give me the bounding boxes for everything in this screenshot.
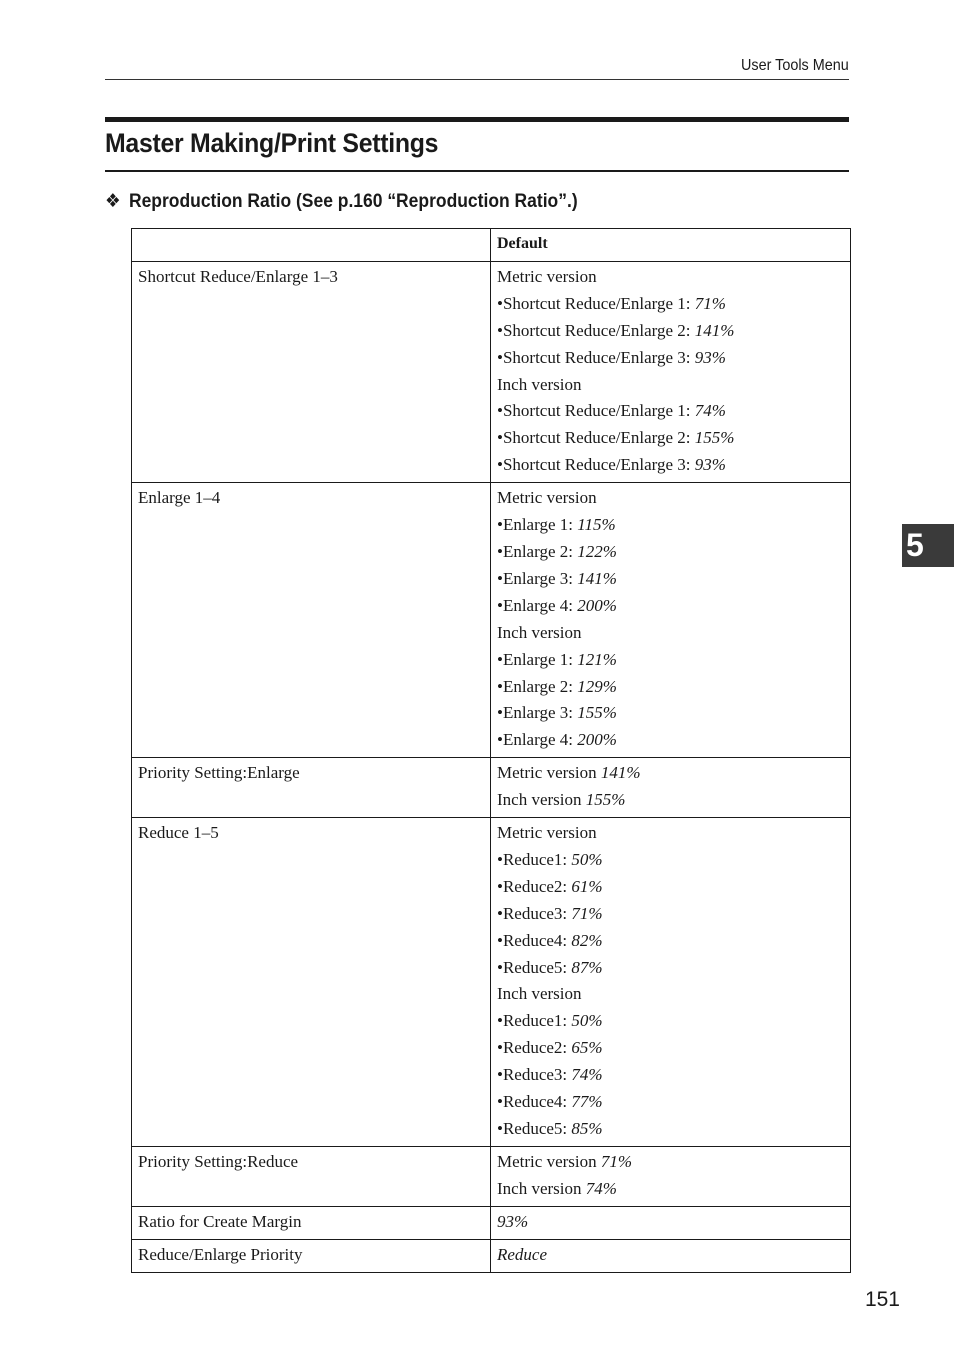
section-heading: [105, 190, 578, 213]
default-line-value: 74%: [571, 1065, 603, 1085]
default-line: [497, 787, 844, 814]
page-number: 151: [864, 1288, 900, 1311]
default-line-value: 122%: [577, 541, 617, 561]
default-line-label: •Reduce2:: [497, 876, 572, 896]
default-line-value: 141%: [600, 763, 641, 783]
default-value-cell: [491, 1239, 851, 1272]
default-line: [497, 1242, 844, 1269]
default-line-value: 93%: [694, 455, 726, 475]
setting-name-cell: Shortcut Reduce/Enlarge 1–3: [132, 261, 491, 482]
default-line-label: •Reduce5:: [497, 1119, 572, 1138]
chapter-tab: 5: [902, 524, 954, 567]
default-line: [497, 264, 844, 291]
header-cell-default: Default: [491, 229, 851, 262]
default-line: [497, 901, 844, 928]
default-line-label: Metric version: [497, 823, 597, 843]
table-body: [132, 261, 851, 1272]
default-value-cell: [491, 483, 851, 758]
default-line-value: 82%: [571, 930, 603, 950]
section-heading-text: Reproduction Ratio (See p.160 “Reproduction Ratio”.): [128, 191, 578, 212]
default-line: [497, 820, 844, 847]
default-line-label: •Enlarge 4:: [497, 730, 578, 750]
table-row: [132, 1239, 851, 1272]
default-line-label: •Shortcut Reduce/Enlarge 2:: [497, 428, 695, 448]
default-line-label: Inch version: [497, 790, 586, 810]
default-line: [497, 539, 844, 566]
default-line-value: 115%: [577, 515, 616, 535]
default-line: [497, 1008, 844, 1035]
default-line-label: •Enlarge 1:: [497, 649, 578, 669]
default-line-label: Metric version: [497, 488, 597, 508]
header-rule: [105, 79, 849, 80]
table-row: [132, 758, 851, 818]
default-line-label: •Reduce5:: [497, 957, 572, 977]
default-line-value: 155%: [585, 790, 626, 810]
default-line: [497, 981, 844, 1008]
default-line: [497, 647, 844, 674]
default-line-value: 141%: [694, 320, 735, 340]
default-line: [497, 847, 844, 874]
default-line-label: •Reduce4:: [497, 1092, 572, 1112]
default-line-label: Metric version: [497, 266, 597, 286]
default-line: [497, 1176, 844, 1203]
default-line: [497, 760, 844, 787]
default-line: [497, 452, 844, 479]
default-value-cell: [491, 261, 851, 482]
default-line-value: 141%: [577, 568, 617, 588]
default-line-label: Inch version: [497, 374, 582, 394]
default-line-value: 87%: [571, 957, 603, 977]
default-line-label: •Enlarge 4:: [497, 595, 578, 615]
default-line-value: 155%: [577, 703, 617, 723]
diamond-bullet-icon: ❖: [105, 191, 121, 212]
default-line: [497, 1209, 844, 1236]
default-line-label: •Reduce3:: [497, 1065, 572, 1085]
default-line-value: 93%: [694, 347, 726, 367]
default-line-label: •Shortcut Reduce/Enlarge 3:: [497, 347, 695, 367]
default-line-value: 74%: [694, 401, 726, 421]
default-line: [497, 1035, 844, 1062]
default-line-value: 71%: [571, 903, 603, 923]
default-line: [497, 874, 844, 901]
default-line-label: •Reduce3:: [497, 903, 572, 923]
default-line-value: 74%: [585, 1178, 617, 1198]
default-line: [497, 425, 844, 452]
default-line-label: Inch version: [497, 1178, 586, 1198]
table-header-row: [132, 229, 851, 262]
default-value-cell: [491, 758, 851, 818]
setting-name-cell: Reduce 1–5: [132, 818, 491, 1147]
default-line: [497, 593, 844, 620]
default-value-cell: [491, 1146, 851, 1206]
default-line-value: Reduce: [497, 1244, 548, 1264]
default-line: [497, 727, 844, 754]
header-cell-setting: [132, 229, 491, 262]
default-line: [497, 700, 844, 727]
default-line-label: •Reduce1:: [497, 849, 572, 869]
default-line: [497, 318, 844, 345]
default-line: [497, 620, 844, 647]
default-line: [497, 1149, 844, 1176]
default-line-value: 71%: [694, 293, 726, 313]
default-line-label: Inch version: [497, 622, 582, 642]
default-line-label: Inch version: [497, 984, 582, 1004]
page-title: Master Making/Print Settings: [105, 128, 439, 158]
default-line-value: 50%: [571, 1011, 603, 1031]
default-line-value: 77%: [571, 1092, 603, 1112]
default-line: [497, 928, 844, 955]
table-row: [132, 1206, 851, 1239]
title-rule: [105, 170, 849, 172]
table-row: [132, 483, 851, 758]
default-line-value: 61%: [571, 876, 603, 896]
default-line: [497, 566, 844, 593]
default-line-label: •Reduce1:: [497, 1011, 572, 1031]
default-line: [497, 512, 844, 539]
default-line-label: •Enlarge 2:: [497, 541, 578, 561]
default-line-value: 93%: [497, 1211, 529, 1231]
default-line-value: 121%: [577, 649, 617, 669]
running-header: User Tools Menu: [741, 57, 849, 74]
default-line-label: •Shortcut Reduce/Enlarge 2:: [497, 320, 695, 340]
default-line-value: 200%: [577, 730, 617, 750]
default-line-value: 65%: [571, 1038, 603, 1058]
default-line: [497, 1062, 844, 1089]
title-bar: [105, 117, 849, 122]
default-line: [497, 1116, 844, 1143]
setting-name-cell: Priority Setting:Enlarge: [132, 758, 491, 818]
default-line-value: 85%: [571, 1119, 603, 1138]
default-line-label: •Enlarge 3:: [497, 703, 578, 723]
default-line-label: •Enlarge 3:: [497, 568, 578, 588]
setting-name-cell: Ratio for Create Margin: [132, 1206, 491, 1239]
default-line-label: •Reduce2:: [497, 1038, 572, 1058]
default-line: [497, 1089, 844, 1116]
setting-name-cell: Priority Setting:Reduce: [132, 1146, 491, 1206]
default-line-value: 71%: [600, 1151, 633, 1171]
default-line-label: •Enlarge 2:: [497, 676, 578, 696]
default-line: [497, 674, 844, 701]
default-line-label: Metric version: [497, 763, 601, 783]
default-line-label: •Shortcut Reduce/Enlarge 3:: [497, 455, 695, 475]
default-line-label: •Shortcut Reduce/Enlarge 1:: [497, 293, 695, 313]
default-value-cell: [491, 818, 851, 1147]
default-line-value: 129%: [577, 676, 617, 696]
default-line: [497, 345, 844, 372]
default-line: [497, 291, 844, 318]
default-line-label: •Enlarge 1:: [497, 515, 578, 535]
default-line-value: 200%: [577, 595, 617, 615]
default-line-value: 155%: [694, 428, 735, 448]
setting-name-cell: Reduce/Enlarge Priority: [132, 1239, 491, 1272]
table-row: [132, 261, 851, 482]
setting-name-cell: Enlarge 1–4: [132, 483, 491, 758]
default-line-label: •Reduce4:: [497, 930, 572, 950]
default-value-cell: [491, 1206, 851, 1239]
default-line-value: 50%: [571, 849, 603, 869]
default-line-label: Metric version: [497, 1151, 601, 1171]
table-row: [132, 818, 851, 1147]
settings-table: [131, 228, 851, 1273]
default-line-label: •Shortcut Reduce/Enlarge 1:: [497, 401, 695, 421]
table-row: [132, 1146, 851, 1206]
default-line: [497, 485, 844, 512]
default-line: [497, 955, 844, 982]
default-line: [497, 372, 844, 399]
default-line: [497, 398, 844, 425]
